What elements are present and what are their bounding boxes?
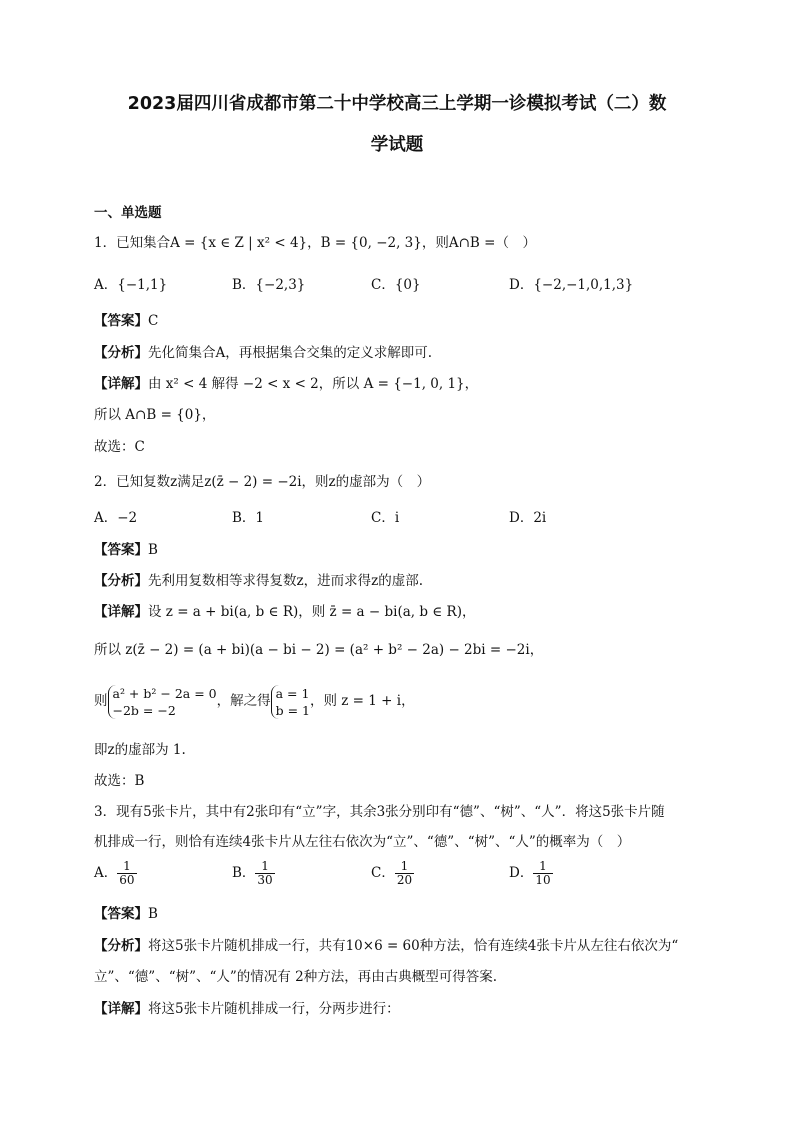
q1-option-c: C．{0} (371, 277, 421, 293)
q3-option-a (94, 860, 137, 887)
q1-detail-line-2: 所以 A∩B = {0}， (94, 407, 216, 423)
text-then: 则 (94, 693, 108, 709)
detail-text: 由 x² < 4 解得 −2 < x < 2，所以 A = {−1, 0, 1}， (148, 376, 479, 392)
analysis-tag: 【分析】 (94, 938, 148, 954)
q3-stem-line-2: 机排成一行，则恰有连续4张卡片从左往右依次为“立”、“德”、“树”、“人”的概率为（ ） (94, 834, 631, 850)
fraction (117, 860, 136, 887)
denominator: 30 (257, 873, 273, 887)
q3-answer (94, 904, 158, 924)
answer-value: B (148, 906, 158, 922)
q1-option-b: B．{−2,3} (232, 277, 306, 293)
q1-answer (94, 311, 158, 331)
section-heading: 一、单选题 (94, 205, 162, 221)
q2-option-a: A．−2 (94, 510, 138, 526)
option-label: B． (232, 865, 256, 881)
equation-row: −2b = −2 (112, 702, 176, 718)
equation-system-2 (271, 685, 310, 719)
equation-row: b = 1 (275, 702, 310, 718)
q2-option-d: D．2i (509, 510, 547, 526)
analysis-text: 先利用复数相等求得复数z，进而求得z的虚部. (148, 573, 424, 589)
numerator: 1 (533, 860, 552, 874)
fraction (395, 860, 414, 887)
q2-analysis (94, 571, 423, 591)
q3-stem-line-1: 3．现有5张卡片，其中有2张印有“立”字，其余3张分别印有“德”、“树”、“人”．将这5张卡片随 (94, 804, 665, 820)
equation-row: a = 1 (275, 685, 310, 701)
q1-choose: 故选：C (94, 439, 145, 455)
answer-value: B (148, 542, 158, 558)
denominator: 10 (535, 873, 551, 887)
detail-tag: 【详解】 (94, 604, 148, 620)
equation-system-1 (108, 685, 217, 719)
answer-tag: 【答案】 (94, 313, 148, 329)
option-label: D． (509, 865, 534, 881)
analysis-text: 将这5张卡片随机排成一行，共有10×6 = 60种方法，恰有连续4张卡片从左往右依次为“ (148, 938, 679, 954)
q1-analysis (94, 343, 432, 363)
detail-tag: 【详解】 (94, 1001, 148, 1017)
q3-analysis (94, 936, 678, 956)
analysis-tag: 【分析】 (94, 345, 148, 361)
numerator: 1 (117, 860, 136, 874)
document-title-line-2: 学试题 (370, 135, 424, 155)
q2-detail-line-2: 所以 z(z̄ − 2) = (a + bi)(a − bi − 2) = (a² + b² − 2a) − 2bi = −2i， (94, 642, 544, 658)
q3-option-b (232, 860, 275, 887)
q3-analysis-line-2: 立”、“德”、“树”、“人”的情况有 2种方法，再由古典概型可得答案. (94, 969, 497, 985)
analysis-tag: 【分析】 (94, 573, 148, 589)
q3-detail (94, 999, 400, 1019)
q2-option-c: C．i (371, 510, 400, 526)
q2-stem: 2．已知复数z满足z(z̄ − 2) = −2i，则z的虚部为（ ） (94, 474, 431, 490)
option-label: C． (371, 865, 395, 881)
numerator: 1 (255, 860, 274, 874)
q3-option-d (509, 860, 553, 887)
detail-tag: 【详解】 (94, 376, 148, 392)
denominator: 20 (396, 873, 413, 887)
answer-value: C (148, 313, 159, 329)
numerator: 1 (395, 860, 414, 874)
q1-stem: 1．已知集合A = {x ∈ Z | x² < 4}，B = {0, −2, 3}，则A∩B =（ ） (94, 235, 536, 251)
answer-tag: 【答案】 (94, 542, 148, 558)
denominator: 60 (119, 873, 135, 887)
document-title-line-1: 2023届四川省成都市第二十中学校高三上学期一诊模拟考试（二）数 (127, 94, 667, 114)
q2-answer (94, 540, 158, 560)
fraction (255, 860, 274, 887)
fraction (533, 860, 552, 887)
q2-detail-line-4: 即z的虚部为 1. (94, 742, 186, 758)
q2-option-b: B．1 (232, 510, 265, 526)
option-label: A． (94, 865, 118, 881)
text-solve: ，解之得 (216, 693, 271, 709)
q2-detail-line-3 (94, 683, 415, 719)
detail-text: 将这5张卡片随机排成一行，分两步进行： (148, 1001, 400, 1017)
q2-detail (94, 602, 476, 622)
q1-option-a: A．{−1,1} (94, 277, 168, 293)
q2-choose: 故选：B (94, 773, 145, 789)
detail-text: 设 z = a + bi(a, b ∈ R)，则 z̄ = a − bi(a, b ∈ R)， (148, 604, 476, 620)
q3-option-c (371, 860, 414, 887)
answer-tag: 【答案】 (94, 906, 148, 922)
q1-option-d: D．{−2,−1,0,1,3} (509, 277, 634, 293)
q1-detail (94, 374, 478, 394)
analysis-text: 先化简集合A，再根据集合交集的定义求解即可. (148, 345, 433, 361)
text-result: ，则 z = 1 + i， (309, 693, 415, 709)
equation-row: a² + b² − 2a = 0 (112, 685, 217, 701)
